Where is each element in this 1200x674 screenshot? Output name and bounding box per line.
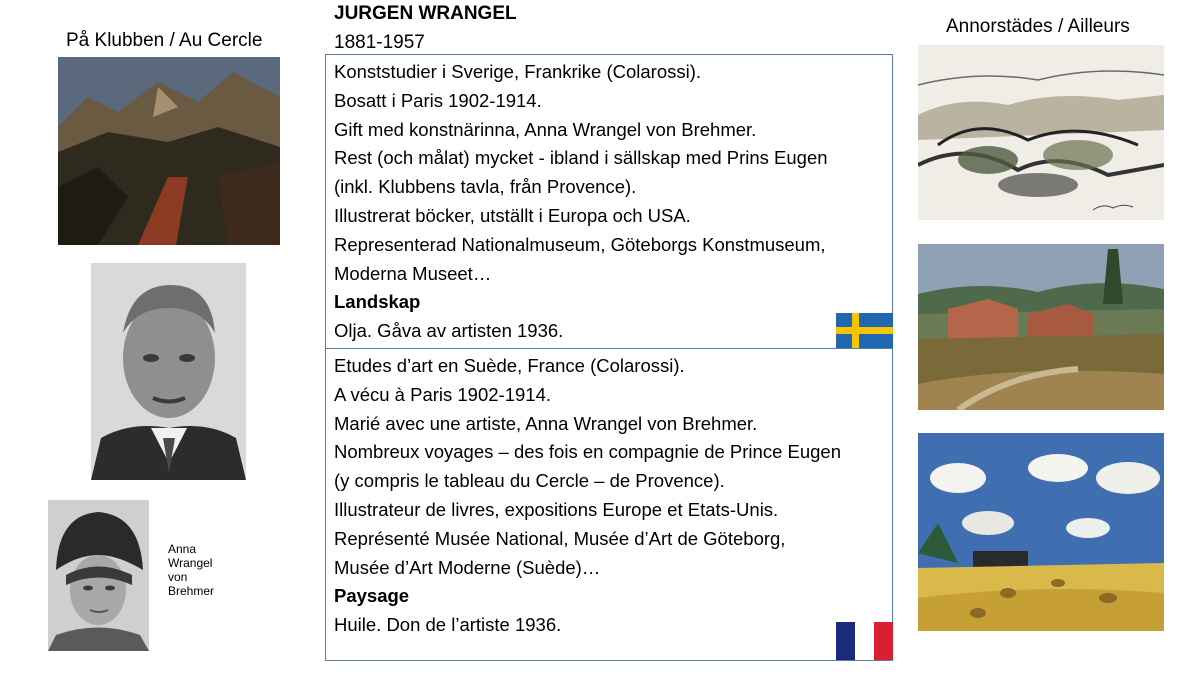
club-painting-image [58, 57, 280, 245]
swedish-line: Moderna Museet… [334, 262, 492, 284]
french-line: Nombreux voyages – des fois en compagnie de Prince Eugen [334, 441, 841, 463]
haystack-painting-image [918, 433, 1164, 631]
anna-caption-line: Anna [168, 542, 197, 556]
french-text-box [325, 348, 893, 661]
swedish-work-title: Landskap [334, 291, 421, 313]
anna-caption-line: Wrangel [168, 556, 213, 570]
artist-years: 1881-1957 [334, 32, 425, 53]
anna-caption [168, 542, 214, 598]
french-line: Etudes d’art en Suède, France (Colarossi). [334, 355, 685, 376]
swedish-line: Representerad Nationalmuseum, Göteborgs Konstmuseum, [334, 233, 826, 255]
left-heading: På Klubben / Au Cercle [66, 30, 263, 51]
anna-caption-line: Brehmer [168, 584, 215, 598]
swedish-line: Gift med konstnärinna, Anna Wrangel von Brehmer. [334, 118, 757, 140]
french-line: Musée d’Art Moderne (Suède)… [334, 556, 601, 578]
france-flag-icon [836, 622, 893, 660]
anna-portrait-image [48, 500, 149, 651]
swedish-line: Illustrerat böcker, utställt i Europa och USA. [334, 204, 691, 226]
swedish-work-info: Olja. Gåva av artisten 1936. [334, 320, 564, 342]
french-line: A vécu à Paris 1902-1914. [334, 383, 552, 405]
anna-caption-line: von [168, 570, 188, 584]
swedish-line: Rest (och målat) mycket - ibland i sällskap med Prins Eugen [334, 147, 828, 169]
french-work-info: Huile. Don de l’artiste 1936. [334, 614, 562, 636]
swedish-line: Konststudier i Sverige, Frankrike (Colarossi). [334, 61, 702, 82]
swedish-text-box [325, 54, 893, 349]
french-line: Illustrateur de livres, expositions Europe et Etats-Unis. [334, 498, 779, 520]
artist-portrait-image [91, 263, 246, 480]
artist-name: JURGEN WRANGEL [334, 3, 517, 24]
swedish-line: (inkl. Klubbens tavla, från Provence). [334, 176, 637, 198]
french-line: (y compris le tableau du Cercle – de Provence). [334, 470, 725, 492]
village-painting-image [918, 244, 1164, 410]
right-heading: Annorstädes / Ailleurs [946, 16, 1130, 37]
ink-sketch-image [918, 45, 1164, 220]
french-line: Marié avec une artiste, Anna Wrangel von Brehmer. [334, 412, 758, 434]
sweden-flag-icon [836, 313, 893, 348]
french-line: Représenté Musée National, Musée d’Art de Göteborg, [334, 527, 786, 549]
swedish-line: Bosatt i Paris 1902-1914. [334, 89, 542, 111]
french-work-title: Paysage [334, 585, 410, 607]
